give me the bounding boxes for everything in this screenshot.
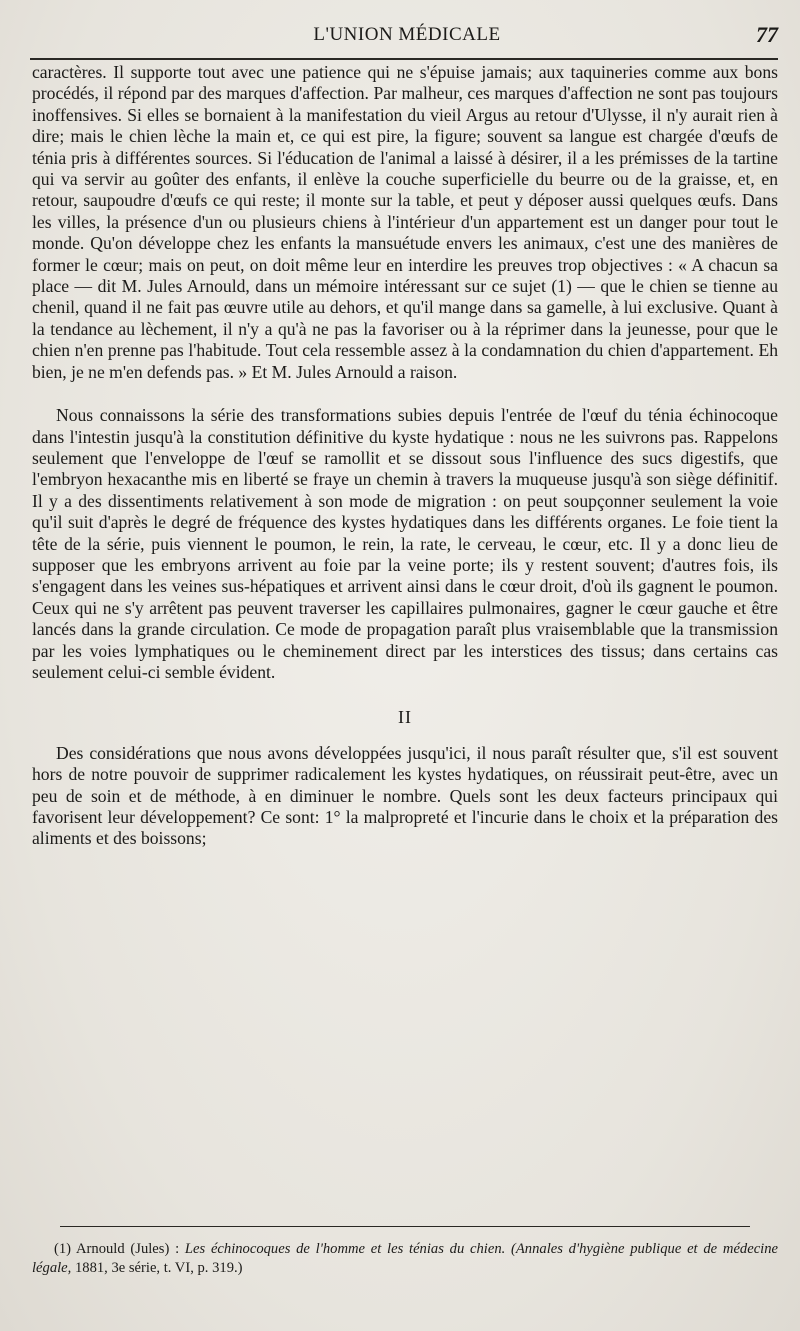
body-text <box>32 62 778 850</box>
footnote-details: 1881, 3e série, t. VI, p. 319.) <box>74 1260 243 1276</box>
paragraph-1: caractères. Il supporte tout avec une patience qui ne s'épuise jamais; aux taquineries comme aux bons procédés, il répond par des marques d'affection. Par malheur, ces marques d'affection ne sont pas toujours inoffensives. Si elles se bornaient à la manifestation du vieil Argus au retour d'Ulysse, il n'y aurait rien à dire; mais le chien lèche la main et, ce qui est pire, la figure; souvent sa langue est chargée d'œufs de ténia pris à différentes sources. Si l'éducation de l'animal a laissé à désirer, il a les prémisses de la tartine qui va servir au goûter des enfants, il enlève la couche superficielle du beurre ou de la graisse, et, en retour, saupoudre d'œufs ce qui reste; il monte sur la table, et peut y déposer aussi quelques œufs. Dans les villes, la présence d'un ou plusieurs chiens à l'intérieur d'un appartement est un danger pour tout le monde. Qu'on développe chez les enfants la mansuétude envers les animaux, c'est une des manières de former le cœur; mais on peut, on doit même leur en interdire les preuves trop objectives : « A chacun sa place — dit M. Jules Arnould, dans un mémoire intéressant sur ce sujet (1) — que le chien se tienne au chenil, quand il ne fait pas œuvre utile au dehors, et qu'il mange dans sa gamelle, à lui exclusive. Quant à la tendance au lèchement, il n'y a qu'à ne pas la favoriser ou à la réprimer dans la jeunesse, pour que le chien n'en prenne pas l'habitude. Tout cela ressemble assez à la condamnation du chien d'appartement. Eh bien, je ne m'en defends pas. » Et M. Jules Arnould a raison. <box>32 62 778 382</box>
page-number: 77 <box>756 22 778 47</box>
footnote-rule <box>60 1226 750 1227</box>
footnote-marker: (1) <box>54 1241 72 1257</box>
footnote-author: Arnould (Jules) : <box>76 1241 180 1257</box>
footnote-journal: (Annales d'hygiène publique et de médecine légale, <box>32 1241 778 1276</box>
footnote <box>32 1240 778 1278</box>
paragraph-3: Des considérations que nous avons développées jusqu'ici, il nous paraît résulter que, s'il est souvent hors de notre pouvoir de supprimer radicalement les kystes hydatiques, on réussirait peut-être, avec un peu de soin et de méthode, à en diminuer le nombre. Quels sont les deux facteurs principaux qui favorisent leur développement? Ce sont: 1° la malpropreté et l'incurie dans le choix et la préparation des aliments et des boissons; <box>32 742 778 849</box>
paragraph-2: Nous connaissons la série des transformations subies depuis l'entrée de l'œuf du ténia échinocoque dans l'intestin jusqu'à la constitution définitive du kyste hydatique : nous ne les suivrons pas. Rappelons seulement que l'enveloppe de l'œuf se ramollit et se dissout sous l'influence des sucs digestifs, que l'embryon hexacanthe mis en liberté se fraye un chemin à travers la muqueuse jusqu'à son siège définitif. Il y a des dissentiments relativement à son mode de migration : on peut soupçonner seulement la voie qu'il suit d'après le degré de fréquence des kystes hydatiques dans les différents organes. Le foie tient la tête de la série, puis viennent le poumon, le rein, la rate, le cerveau, le cœur, etc. Il y a donc lieu de supposer que les embryons arrivent au foie par la veine porte; ils y restent souvent; d'autres fois, ils s'engagent dans les veines sus-hépatiques et arrivent ainsi dans le cœur droit, d'où ils gagnent le poumon. Ceux qui ne s'y arrêtent pas peuvent traverser les capillaires pulmonaires, gagner le cœur gauche et être lancés dans la grande circulation. Ce mode de propagation paraît plus vraisemblable que la transmission par les voies lymphatiques ou le cheminement direct par les interstices des tissus; dans certains cas seulement celui-ci semble évident. <box>32 405 778 682</box>
footnote-title: Les échinocoques de l'homme et les ténias du chien. <box>184 1241 506 1257</box>
header-rule <box>30 58 778 60</box>
section-heading: II <box>398 707 412 728</box>
journal-title: L'UNION MÉDICALE <box>313 24 501 45</box>
running-head <box>32 20 782 50</box>
